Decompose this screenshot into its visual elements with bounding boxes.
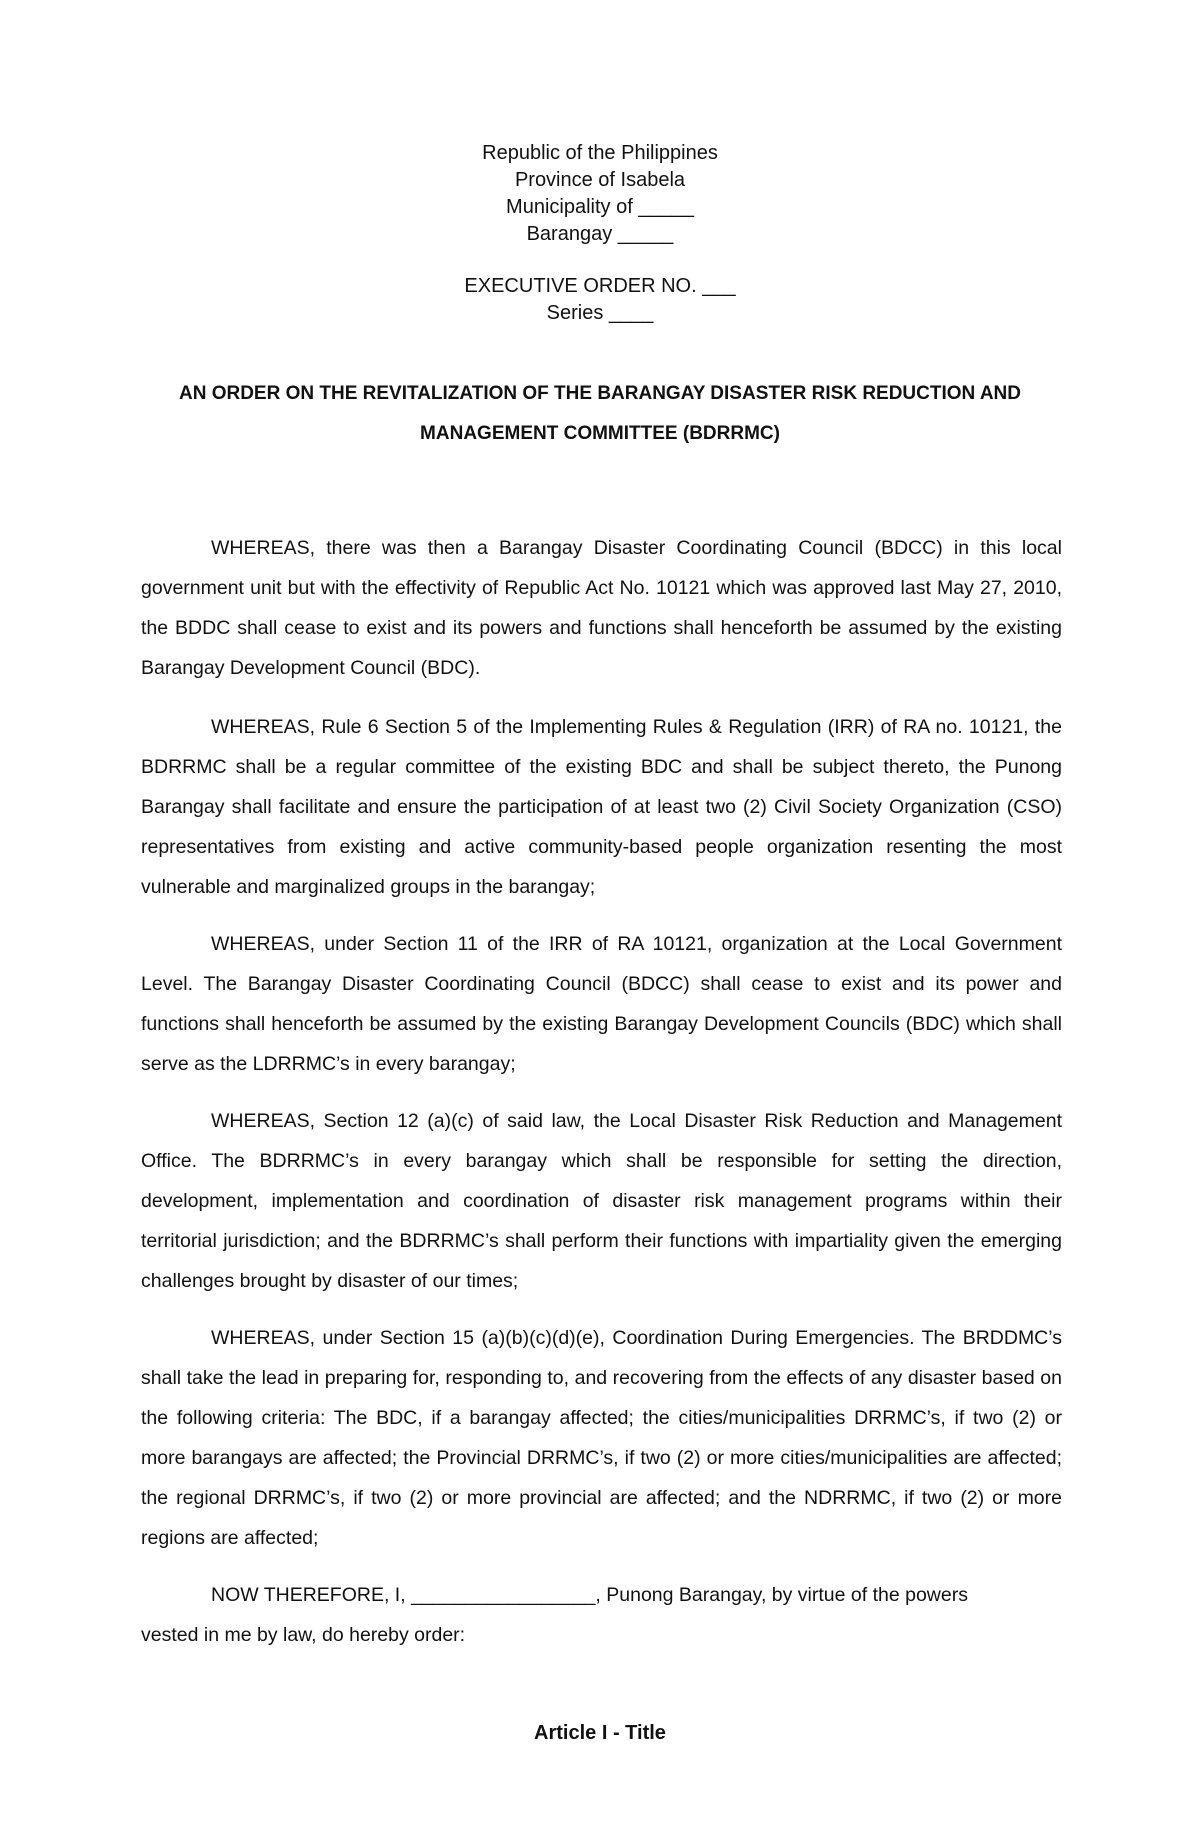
header-municipality: Municipality of _____ [506,196,694,218]
whereas-paragraph-4: WHEREAS, Section 12 (a)(c) of said law, the Local Disaster Risk Reduction and Management Office. The BDRRMC’s in every barangay which shall be responsible for setting the direction, development, implementation and coordination of disaster risk management programs within their territorial jurisdiction; and the BDRRMC’s shall perform their functions with impartiality given the emerging challenges brought by disaster of our times; [141,1110,1062,1292]
header-province: Province of Isabela [514,169,686,191]
header-republic: Republic of the Philippines [482,142,718,164]
order-title-line-2: MANAGEMENT COMMITTEE (BDRRMC) [420,423,780,444]
article-title: Article I - Title [534,1722,666,1744]
order-title [0,374,1200,454]
executive-order-number: EXECUTIVE ORDER NO. ___ [464,275,736,297]
document-header [0,140,1200,248]
order-title-line-1: AN ORDER ON THE REVITALIZATION OF THE BARANGAY DISASTER RISK REDUCTION AND [178,383,1021,404]
whereas-paragraph-5: WHEREAS, under Section 15 (a)(b)(c)(d)(e), Coordination During Emergencies. The BRDDMC’s shall take the lead in preparing for, responding to, and recovering from the effects of any disaster based on the following criteria: The BDC, if a barangay affected; the cities/municipalities DRRMC’s, if two (2) or more barangays are affected; the Provincial DRRMC’s, if two (2) or more cities/municipalities are affected; the regional DRRMC’s, if two (2) or more provincial are affected; and the NDRRMC, if two (2) or more regions are affected; [141,1327,1062,1549]
series-line: Series ____ [546,302,654,324]
order-number-block [0,273,1200,327]
whereas-paragraph-3: WHEREAS, under Section 11 of the IRR of RA 10121, organization at the Local Government Level. The Barangay Disaster Coordinating Council (BDCC) shall cease to exist and its power and functions shall henceforth be assumed by the existing Barangay Development Councils (BDC) which shall serve as the LDRRMC’s in every barangay; [141,933,1062,1075]
closing-line-2: vested in me by law, do hereby order: [141,1624,466,1646]
header-barangay: Barangay _____ [526,223,674,245]
closing-line-1: NOW THEREFORE, I, _________________, Punong Barangay, by virtue of the powers [211,1584,968,1606]
whereas-paragraph-2: WHEREAS, Rule 6 Section 5 of the Implementing Rules & Regulation (IRR) of RA no. 10121, the BDRRMC shall be a regular committee of the existing BDC and shall be subject thereto, the Punong Barangay shall facilitate and ensure the participation of at least two (2) Civil Society Organization (CSO) representatives from existing and active community-based people organization resenting the most vulnerable and marginalized groups in the barangay; [141,716,1062,898]
whereas-paragraph-1: WHEREAS, there was then a Barangay Disaster Coordinating Council (BDCC) in this local government unit but with the effectivity of Republic Act No. 10121 which was approved last May 27, 2010, the BDDC shall cease to exist and its powers and functions shall henceforth be assumed by the existing Barangay Development Council (BDC). [141,537,1062,679]
